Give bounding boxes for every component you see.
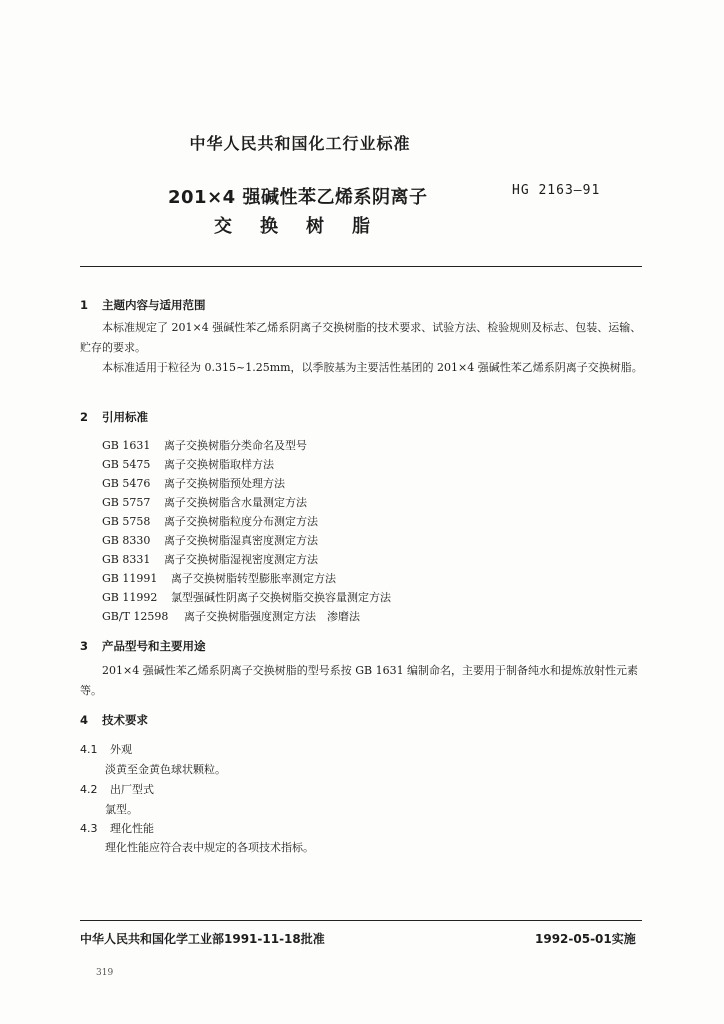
header-divider	[80, 266, 642, 267]
reference-item	[102, 589, 391, 605]
section-3-heading	[80, 638, 206, 654]
standard-code: HG 2163—91	[512, 183, 601, 198]
section-1-paragraph-2: 本标准适用于粒径为 0.315~1.25mm，以季胺基为主要活性基团的 201×4 强碱性苯乙烯系阴离子交换树脂。	[102, 361, 643, 374]
reference-code: GB 11991	[102, 572, 158, 585]
standard-title: 中华人民共和国化工行业标准	[189, 134, 411, 153]
subsection-number: 4.3	[80, 822, 98, 835]
section-title: 引用标准	[102, 410, 148, 424]
section-4-heading	[80, 712, 148, 728]
reference-code: GB 5475	[102, 458, 151, 471]
reference-item	[102, 570, 336, 586]
reference-title: 氯型强碱性阴离子交换树脂交换容量测定方法	[171, 591, 391, 604]
reference-item	[102, 608, 360, 624]
subsection-number: 4.1	[80, 743, 98, 756]
subsection-title: 理化性能	[110, 822, 154, 835]
document-title-line2: 交换树脂	[214, 216, 398, 237]
reference-title: 离子交换树脂湿真密度测定方法	[164, 534, 318, 547]
reference-title: 离子交换树脂含水量测定方法	[164, 496, 307, 509]
section-1-paragraph-1: 本标准规定了 201×4 强碱性苯乙烯系阴离子交换树脂的技术要求、试验方法、检验规则及标志、包装、运输、贮存的要求。	[80, 321, 642, 354]
section-title: 产品型号和主要用途	[102, 639, 206, 653]
reference-item	[102, 456, 274, 472]
subsection-title: 出厂型式	[110, 783, 154, 796]
subsection-4-3-text: 理化性能应符合表中规定的各项技术指标。	[105, 841, 314, 854]
reference-item	[102, 437, 307, 453]
section-title: 技术要求	[102, 713, 148, 727]
issuer-approval: 中华人民共和国化学工业部1991-11-18批准	[80, 932, 325, 946]
subsection-title: 外观	[110, 743, 132, 756]
section-number: 4	[80, 713, 89, 727]
document-title-line1: 201×4 强碱性苯乙烯系阴离子	[168, 187, 428, 208]
reference-title: 离子交换树脂分类命名及型号	[164, 439, 307, 452]
section-title: 主题内容与适用范围	[102, 298, 206, 312]
section-2-heading	[80, 409, 148, 425]
section-1-heading	[80, 297, 206, 313]
reference-item	[102, 494, 307, 510]
effective-date: 1992-05-01实施	[535, 932, 636, 946]
reference-code: GB 8331	[102, 553, 151, 566]
reference-title: 离子交换树脂粒度分布测定方法	[164, 515, 318, 528]
section-number: 1	[80, 298, 89, 312]
reference-item	[102, 532, 318, 548]
page-number: 319	[96, 968, 114, 978]
reference-title: 离子交换树脂湿视密度测定方法	[164, 553, 318, 566]
reference-code: GB 1631	[102, 439, 151, 452]
section-number: 3	[80, 639, 89, 653]
subsection-4-1-text: 淡黄至金黄色球状颗粒。	[105, 763, 226, 776]
reference-code: GB 8330	[102, 534, 151, 547]
section-3-paragraph: 201×4 强碱性苯乙烯系阴离子交换树脂的型号系按 GB 1631 编制命名，主要用于制备纯水和提炼放射性元素等。	[80, 664, 639, 697]
reference-code: GB/T 12598	[102, 610, 169, 623]
reference-code: GB 11992	[102, 591, 158, 604]
reference-code: GB 5757	[102, 496, 151, 509]
reference-title: 离子交换树脂强度测定方法 渗磨法	[184, 610, 360, 623]
subsection-4-2-text: 氯型。	[105, 803, 138, 816]
reference-code: GB 5758	[102, 515, 151, 528]
footer-divider	[80, 920, 642, 921]
section-number: 2	[80, 410, 89, 424]
reference-item	[102, 475, 285, 491]
reference-title: 离子交换树脂转型膨胀率测定方法	[171, 572, 336, 585]
subsection-number: 4.2	[80, 783, 98, 796]
reference-item	[102, 551, 318, 567]
subsection-4-1-heading	[80, 741, 132, 757]
reference-item	[102, 513, 318, 529]
reference-title: 离子交换树脂取样方法	[164, 458, 274, 471]
reference-code: GB 5476	[102, 477, 151, 490]
reference-title: 离子交换树脂预处理方法	[164, 477, 285, 490]
subsection-4-2-heading	[80, 781, 154, 797]
subsection-4-3-heading	[80, 820, 154, 836]
